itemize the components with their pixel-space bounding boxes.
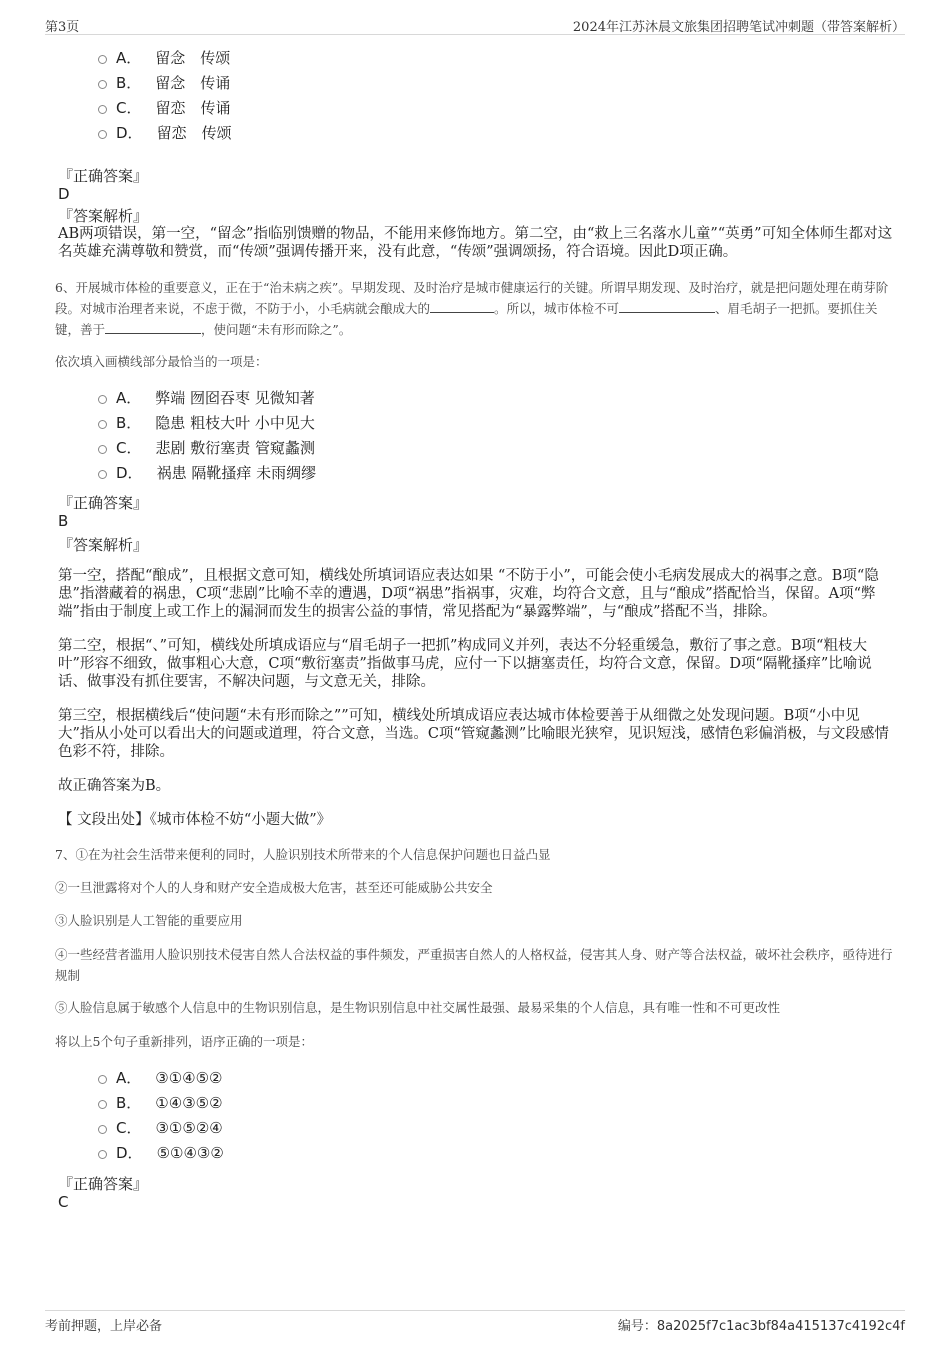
q6-option-a[interactable]: A． 弊端 囫囵吞枣 见微知著 xyxy=(98,385,316,410)
q6-analysis-p2: 第二空，根据“、”可知，横线处所填成语应与“眉毛胡子一把抓”构成同义并列，表达不分轻重缓急，敷衍了事之意。B项“粗枝大叶”形容不细致，做事粗心大意，C项“敷衍塞责”指做事马虎，应付一下以搪塞责任，均符合文意，保留。D项“隔靴搔痒”比喻说话、做事没有抓住要害，不解决问题，与文意无关，排除。 xyxy=(58,638,872,690)
q6-options xyxy=(98,385,316,485)
q7-prompt: 将以上5个句子重新排列，语序正确的一项是： xyxy=(55,1034,313,1049)
q5-option-d[interactable]: D． 留恋 传颂 xyxy=(98,120,232,145)
q5-analysis: AB两项错误，第一空，“留念”指临别馈赠的物品，不能用来修饰地方。第二空，由“救上三名落水儿童”“英勇”可知全体师生都对这名英雄充满尊敬和赞赏，而“传颂”强调传播开来，没有此意，“传颂”强调颂扬，符合语境。因此D项正确。 xyxy=(58,226,893,260)
radio-icon[interactable] xyxy=(98,55,107,64)
q6-analysis-p1: 第一空，搭配“酿成”，且根据文意可知，横线处所填词语应表达如果 “不防于小”，可能会使小毛病发展成大的祸事之意。B项“隐患”指潜藏着的祸患，C项“悲剧”比喻不幸的遭遇，D项“祸患”指祸事，灾难，均符合文意，且与“酿成”搭配恰当，保留。A项“弊端”指由于制度上或工作上的漏洞而发生的损害公益的事情，常见搭配为“暴露弊端”，与“酿成”搭配不当，排除。 xyxy=(58,568,879,620)
q6-option-c[interactable]: C． 悲剧 敷衍塞责 管窥蠡测 xyxy=(98,435,316,460)
q7-answer-label: 『正确答案』 xyxy=(58,1175,149,1193)
q6-answer: B xyxy=(58,512,69,530)
page-header xyxy=(45,12,905,35)
q7-option-a[interactable]: A． ③①④⑤② xyxy=(98,1065,224,1090)
q5-answer-label: 『正确答案』 xyxy=(58,167,149,185)
q7-option-b[interactable]: B． ①④③⑤② xyxy=(98,1090,224,1115)
document-title: 2024年江苏沐晨文旅集团招聘笔试冲刺题（带答案解析） xyxy=(572,20,905,35)
q7-sentence-4: ④一些经营者滥用人脸识别技术侵害自然人合法权益的事件频发，严重损害自然人的人格权益，侵害其人身、财产等合法权益，破坏社会秩序，亟待进行规制 xyxy=(55,947,893,983)
radio-icon[interactable] xyxy=(98,1125,107,1134)
radio-icon[interactable] xyxy=(98,1100,107,1109)
q7-options xyxy=(98,1065,224,1165)
radio-icon[interactable] xyxy=(98,1075,107,1084)
q6-stem: 6、开展城市体检的重要意义，正在于“治未病之疾”。早期发现、及时治疗是城市健康运行的关键。所谓早期发现、及时治疗，就是把问题处理在萌芽阶段。对城市治理者来说，不虑于微，不防于小，小毛病就会酿成大的 。所以，城市体检不可 、眉毛胡子一把抓。要抓住关键，善于 ，使问题“未有形而除之”。 xyxy=(55,280,889,337)
blank-3 xyxy=(105,321,201,334)
q7-sentence-3: ③人脸识别是人工智能的重要应用 xyxy=(55,913,243,928)
q6-source: 【 文段出处】《城市体检不妨“小题大做”》 xyxy=(58,812,332,828)
footer-slogan: 考前押题，上岸必备 xyxy=(45,1319,163,1334)
q6-prompt: 依次填入画横线部分最恰当的一项是： xyxy=(55,354,268,369)
q5-option-c[interactable]: C． 留恋 传诵 xyxy=(98,95,232,120)
radio-icon[interactable] xyxy=(98,395,107,404)
q5-analysis-label: 『答案解析』 xyxy=(58,207,149,225)
q5-options xyxy=(98,45,232,145)
q6-answer-label: 『正确答案』 xyxy=(58,494,149,512)
q7-sentence-5: ⑤人脸信息属于敏感个人信息中的生物识别信息，是生物识别信息中社交属性最强、最易采集的个人信息，具有唯一性和不可更改性 xyxy=(55,1000,781,1015)
q6-analysis-conclusion: 故正确答案为B。 xyxy=(58,778,171,794)
blank-1 xyxy=(430,300,494,313)
q7-sentence-2: ②一旦泄露将对个人的人身和财产安全造成极大危害，甚至还可能威胁公共安全 xyxy=(55,880,493,895)
q7-option-c[interactable]: C． ③①⑤②④ xyxy=(98,1115,224,1140)
radio-icon[interactable] xyxy=(98,130,107,139)
radio-icon[interactable] xyxy=(98,105,107,114)
q5-option-a[interactable]: A． 留念 传颂 xyxy=(98,45,232,70)
q7-answer: C xyxy=(58,1193,69,1211)
q6-analysis-p3: 第三空，根据横线后“使问题“未有形而除之””可知，横线处所填成语应表达城市体检要善于从细微之处发现问题。B项“小中见大”指从小处可以看出大的问题或道理，符合文意，当选。C项“管窥蠡测”比喻眼光狭窄，见识短浅，感情色彩偏消极，与文段感情色彩不符，排除。 xyxy=(58,708,889,760)
blank-2 xyxy=(619,300,715,313)
q6-option-b[interactable]: B． 隐患 粗枝大叶 小中见大 xyxy=(98,410,316,435)
q6-analysis-label: 『答案解析』 xyxy=(58,536,149,554)
radio-icon[interactable] xyxy=(98,80,107,89)
radio-icon[interactable] xyxy=(98,1150,107,1159)
radio-icon[interactable] xyxy=(98,445,107,454)
q7-sentence-1: 7、①在为社会生活带来便利的同时，人脸识别技术所带来的个人信息保护问题也日益凸显 xyxy=(55,847,551,862)
page-number: 第3页 xyxy=(45,20,80,35)
q6-option-d[interactable]: D． 祸患 隔靴搔痒 未雨绸缪 xyxy=(98,460,316,485)
page-footer xyxy=(45,1310,905,1334)
q7-option-d[interactable]: D． ⑤①④③② xyxy=(98,1140,224,1165)
q5-option-b[interactable]: B． 留念 传诵 xyxy=(98,70,232,95)
radio-icon[interactable] xyxy=(98,420,107,429)
radio-icon[interactable] xyxy=(98,470,107,479)
q5-answer: D xyxy=(58,185,70,203)
document-id: 编号：8a2025f7c1ac3bf84a415137c4192c4f xyxy=(617,1319,905,1334)
